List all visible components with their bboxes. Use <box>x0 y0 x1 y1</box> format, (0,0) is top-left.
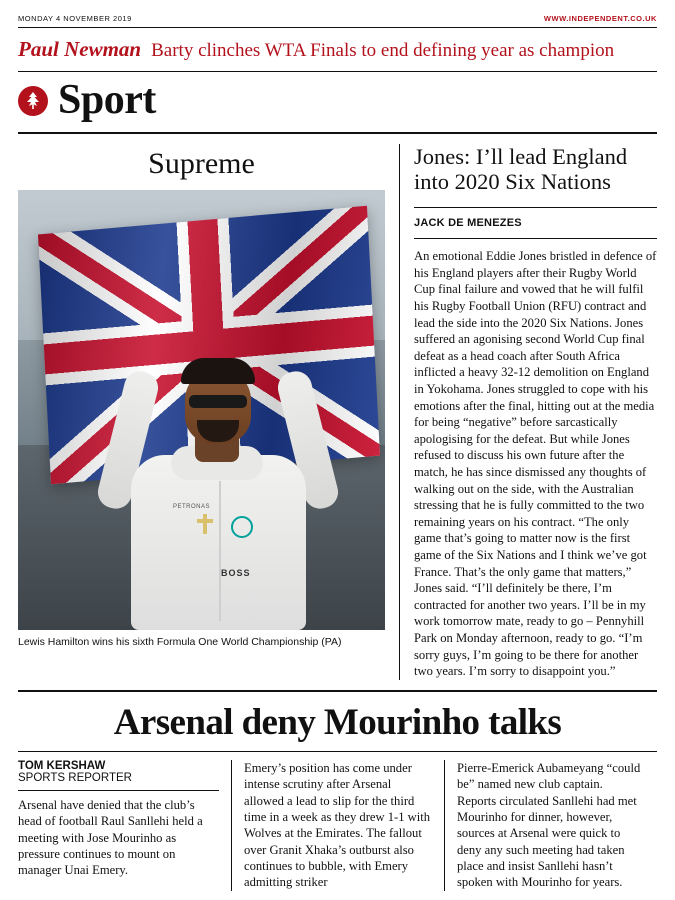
race-suit <box>131 455 306 630</box>
promo-strip[interactable] <box>18 28 657 72</box>
side-story-column <box>400 144 657 680</box>
lead-story-column <box>18 144 400 680</box>
sponsor-boss-text: BOSS <box>221 567 251 578</box>
photo-caption: Lewis Hamilton wins his sixth Formula One World Championship (PA) <box>18 635 342 648</box>
bottom-column-1 <box>18 760 231 891</box>
side-story-byline: JACK DE MENEZES <box>414 208 657 239</box>
bottom-story-text-2: Emery’s position has come under intense scrutiny after Arsenal allowed a lead to slip for the third time in a week as they drew 1-1 with Wolves at the Emirates. The fallout over Granit Xhaka’s outburst also continues to bubble, with Emery admitting striker <box>244 760 431 890</box>
section-header <box>18 72 657 134</box>
bottom-story-role: SPORTS REPORTER <box>18 772 219 791</box>
bottom-story-text-1: Arsenal have denied that the club’s head of football Raul Sanllehi held a meeting with Jose Mourinho as pressure continues to mount on manager Unai Emery. <box>18 797 203 878</box>
lead-photo <box>18 190 385 630</box>
side-story-headline[interactable]: Jones: I’ll lead England into 2020 Six Nations <box>414 144 657 208</box>
bottom-story-headline[interactable]: Arsenal deny Mourinho talks <box>18 700 657 752</box>
side-story-paragraph: An emotional Eddie Jones bristled in defence of his England players after their Rugby World Cup final failure and vowed that he will fulfil his Rugby Football Union (RFU) contract and lead the side into the 2020 Six Nations. Jones suffered an agonising second World Cup final defeat as a head coach after South Africa inflicted a heavy 32-12 demolition on England in Yokohama. Jones struggled to cope with his emotions after the final, hitting out at the media for being “negative” before sarcastically apologising for the defeat. But while Jones refused to discuss his own future after the match, he has since dismissed any thoughts of walking out on the side, with the Australian stressing that he is fully committed to the two remaining years on his contract. “The only game that’s going to matter now is the first game of the Six Nations and I think we’ve got France. That’s the only game that matters,” Jones said. “I’ll definitely be there, I’m contracted for another two years. I’ll be in my work tomorrow mate, ready to go – Pennyhill Park on Monday afternoon, ready to go. “I’m sorry guys, I’m going to be there for another two years. I’m sorry to disappoint you.” <box>414 249 657 679</box>
lead-kicker: Supreme <box>148 146 255 180</box>
promo-teaser: Barty clinches WTA Finals to end defining year as champion <box>151 40 615 61</box>
bottom-story-columns <box>18 752 657 891</box>
eagle-icon <box>18 86 48 116</box>
sunglasses-icon <box>189 395 247 408</box>
bottom-story <box>18 690 657 891</box>
mercedes-star-icon <box>231 516 253 538</box>
publication-date: MONDAY 4 NOVEMBER 2019 <box>18 14 132 23</box>
bottom-column-3 <box>444 760 657 891</box>
hair <box>181 358 255 384</box>
masthead-topbar <box>18 14 657 28</box>
cross-necklace-icon <box>203 514 207 534</box>
driver-figure <box>113 370 323 630</box>
website-url: WWW.INDEPENDENT.CO.UK <box>543 14 657 23</box>
section-title: Sport <box>58 77 156 123</box>
sponsor-petronas-text: PETRONAS <box>173 503 211 510</box>
side-story-body <box>414 239 657 680</box>
promo-columnist-name: Paul Newman <box>18 37 142 61</box>
bottom-column-2 <box>231 760 444 891</box>
bottom-story-author: TOM KERSHAW <box>18 759 106 772</box>
bottom-story-text-3: Pierre-Emerick Aubameyang “could be” named new club captain. Reports circulated Sanllehi had met Mourinho for dinner, however, sources at Arsenal were quick to deny any such meeting had taken place and insist Sanllehi hasn’t spoken with Mourinho for years. <box>457 760 641 890</box>
top-content-area <box>18 134 657 680</box>
